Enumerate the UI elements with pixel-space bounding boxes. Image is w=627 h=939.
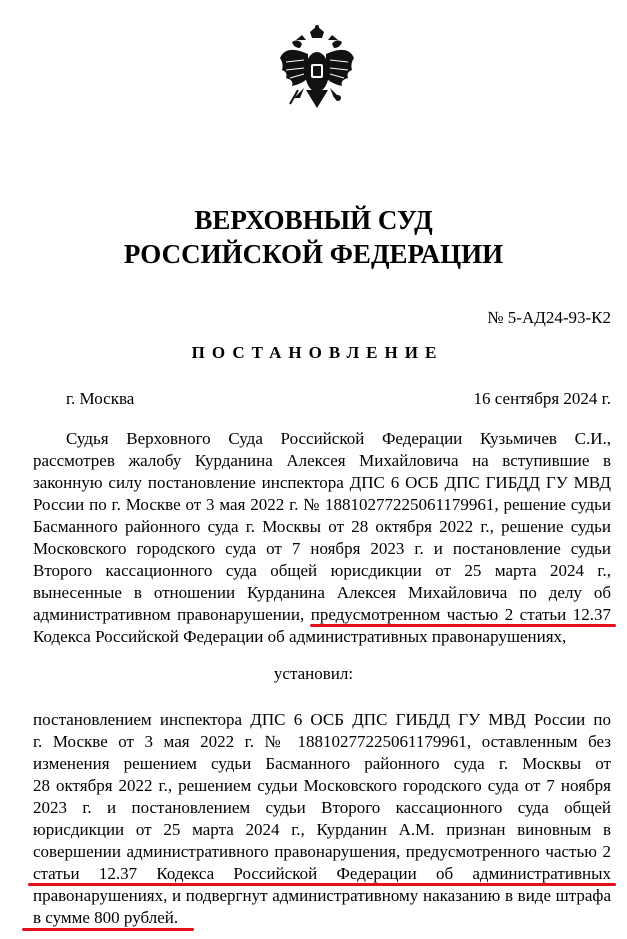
russian-double-headed-eagle-icon [276,24,358,128]
paragraph1-line: Второго кассационного суда общей юрисдикции от 25 марта 2024 г., [33,561,611,580]
paragraph1-line: России по г. Москве от 3 мая 2022 г. № 18810277225061179961, решение судьи [33,495,611,514]
paragraph1-line: Басманного районного суда г. Москвы от 28 октября 2022 г., решение судьи [33,517,611,536]
document-type-heading: ПОСТАНОВЛЕНИЕ [191,343,444,362]
paragraph1-line: Судья Верховного Суда Российской Федерации Кузьмичев С.И., [66,429,611,448]
paragraph1-line: Кодекса Российской Федерации об административных правонарушениях, [33,627,567,646]
established-heading: установил: [273,664,354,683]
paragraph2-line: г. Москве от 3 мая 2022 г. № 18810277225061179961, оставленным без [33,732,611,751]
paragraph2-line: 28 октября 2022 г., решением судьи Московского городского суда от 7 ноября [33,776,611,795]
highlight-underline [310,624,616,627]
highlight-underline [28,883,616,886]
court-name-line1: ВЕРХОВНЫЙ СУД [194,205,433,235]
paragraph2-line: 2023 г. и постановлением судьи Второго кассационного суда общей [33,798,611,817]
paragraph2-line: правонарушениях, и подвергнут административному наказанию в виде штрафа [33,886,611,905]
document-date: 16 сентября 2024 г. [473,389,611,408]
document-city: г. Москва [66,389,135,408]
paragraph2-line: совершении административного правонарушения, предусмотренного частью 2 [33,842,611,861]
paragraph2-line: постановлением инспектора ДПС 6 ОСБ ДПС ГИБДД ГУ МВД России по [33,710,611,729]
paragraph2-line: изменения решением судьи Басманного районного суда г. Москвы от [33,754,611,773]
paragraph1-line: рассмотрев жалобу Курданина Алексея Михайловича на вступившие в [33,451,611,470]
paragraph1-line: Московского городского суда от 7 ноября 2023 г. и постановление судьи [33,539,611,558]
paragraph2-line: статьи 12.37 Кодекса Российской Федерации об административных [33,864,611,883]
court-name-line2: РОССИЙСКОЙ ФЕДЕРАЦИИ [123,239,504,269]
paragraph2-line: юрисдикции от 25 марта 2024 г., Курданин А.М. признан виновным в [33,820,611,839]
paragraph1-line: законную силу постановление инспектора ДПС 6 ОСБ ДПС ГИБДД ГУ МВД [33,473,611,492]
highlight-underline [22,928,194,931]
case-number: № 5-АД24-93-К2 [487,308,611,327]
paragraph1-line: вынесенные в отношении Курданина Алексея Михайловича по делу об [33,583,611,602]
paragraph2-line: в сумме 800 рублей. [33,908,179,927]
paragraph1-line: административном правонарушении, предусмотренном частью 2 статьи 12.37 [33,605,611,624]
